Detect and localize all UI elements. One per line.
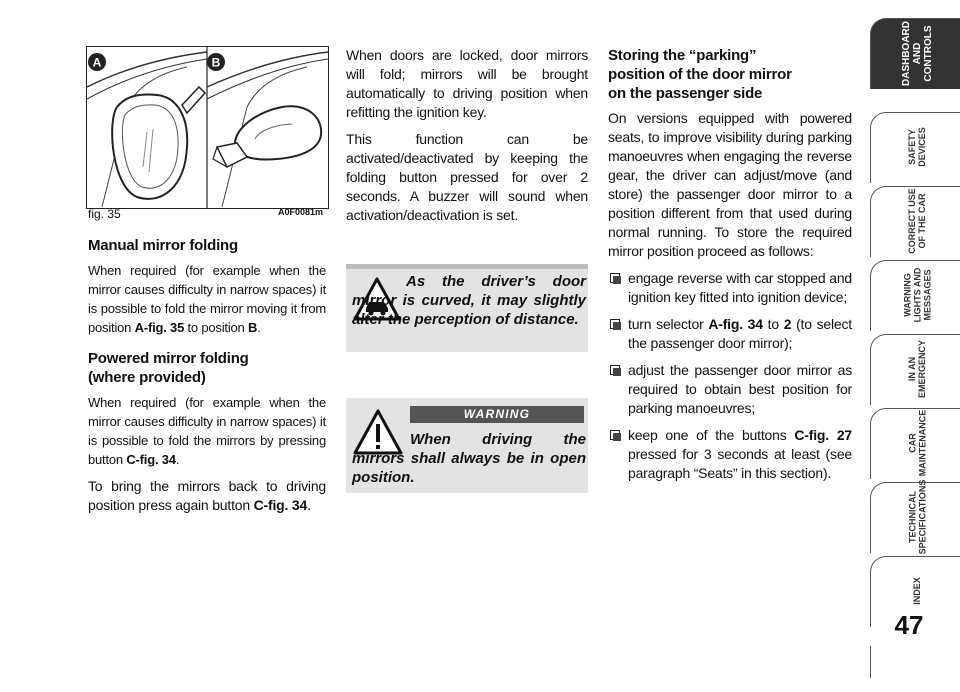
- warning-text: When driving the mirrors shall always be in open position.: [352, 431, 586, 486]
- paragraph-parking-intro: On versions equipped with powered seats, to improve visibility during parking manoeuvres when engaging the reverse gear, the driver can adjust/move (and store) the passenger door mirror to a position different from that used during normal running. To store the required mirror position proceed as follows:: [608, 110, 852, 259]
- mirror-illustration: [87, 47, 328, 208]
- list-item: turn selector A-fig. 34 to 2 (to select the passenger door mirror);: [608, 315, 852, 353]
- figure-caption: fig. 35: [88, 207, 121, 221]
- column-1: [88, 236, 326, 523]
- tab-correct-use[interactable]: CORRECT USE OF THE CAR: [870, 186, 960, 257]
- tab-car-maintenance[interactable]: CAR MAINTENANCE: [870, 408, 960, 479]
- paragraph-activation: This function can be activated/deactivated by keeping the folding button pressed for over 2 seconds. A buzzer will sound when activation/deactivation is set.: [346, 131, 588, 223]
- procedure-list: [608, 269, 852, 483]
- tab-safety-devices[interactable]: SAFETY DEVICES: [870, 112, 960, 183]
- list-item: adjust the passenger door mirror as required to obtain best position for parking manoeuvres;: [608, 361, 852, 418]
- paragraph-restore-mirrors: To bring the mirrors back to driving position press again button C-fig. 34.: [88, 478, 326, 513]
- warning-box: [346, 398, 588, 493]
- tab-index[interactable]: INDEX: [870, 556, 960, 627]
- heading-storing-parking: Storing the “parking” position of the door mirror on the passenger side: [608, 47, 792, 102]
- warning-title: WARNING: [410, 406, 584, 423]
- list-item: engage reverse with car stopped and ignition key fitted into ignition device;: [608, 269, 852, 307]
- figure-code: A0F0081m: [278, 207, 324, 217]
- tab-warning-lights[interactable]: WARNING LIGHTS AND MESSAGES: [870, 260, 960, 331]
- caution-note: [346, 264, 588, 352]
- tab-technical-specifications[interactable]: TECHNICAL SPECIFICATIONS: [870, 482, 960, 553]
- tab-in-an-emergency[interactable]: IN AN EMERGENCY: [870, 334, 960, 405]
- column-2: [346, 46, 588, 233]
- heading-manual-folding: Manual mirror folding: [88, 237, 238, 254]
- figure-35: [86, 46, 329, 209]
- column-3: [608, 46, 852, 491]
- figure-label-a: A: [92, 55, 102, 70]
- list-item: keep one of the buttons C-fig. 27 pressed for 3 seconds at least (see paragraph “Seats” in this section).: [608, 426, 852, 483]
- section-tabs: [870, 18, 960, 678]
- heading-powered-folding: Powered mirror folding (where provided): [88, 350, 249, 386]
- paragraph-powered-folding: When required (for example when the mirror causes difficulty in narrow spaces) it is possible to fold the mirrors by pressing button C-fig. 34.: [88, 395, 326, 467]
- tab-dashboard-and-controls[interactable]: DASHBOARD AND CONTROLS: [870, 18, 960, 89]
- page-number: 47: [894, 610, 924, 640]
- figure-label-b: B: [211, 55, 221, 70]
- paragraph-manual-folding: When required (for example when the mirror causes difficulty in narrow spaces) it is possible to fold the mirror moving it from position A-fig. 35 to position B.: [88, 263, 326, 335]
- caution-note-text: As the driver’s door mirror is curved, it may slightly alter the perception of distance.: [352, 273, 586, 328]
- paragraph-auto-fold: When doors are locked, door mirrors will fold; mirrors will be brought automatically to driving position when refitting the ignition key.: [346, 47, 588, 120]
